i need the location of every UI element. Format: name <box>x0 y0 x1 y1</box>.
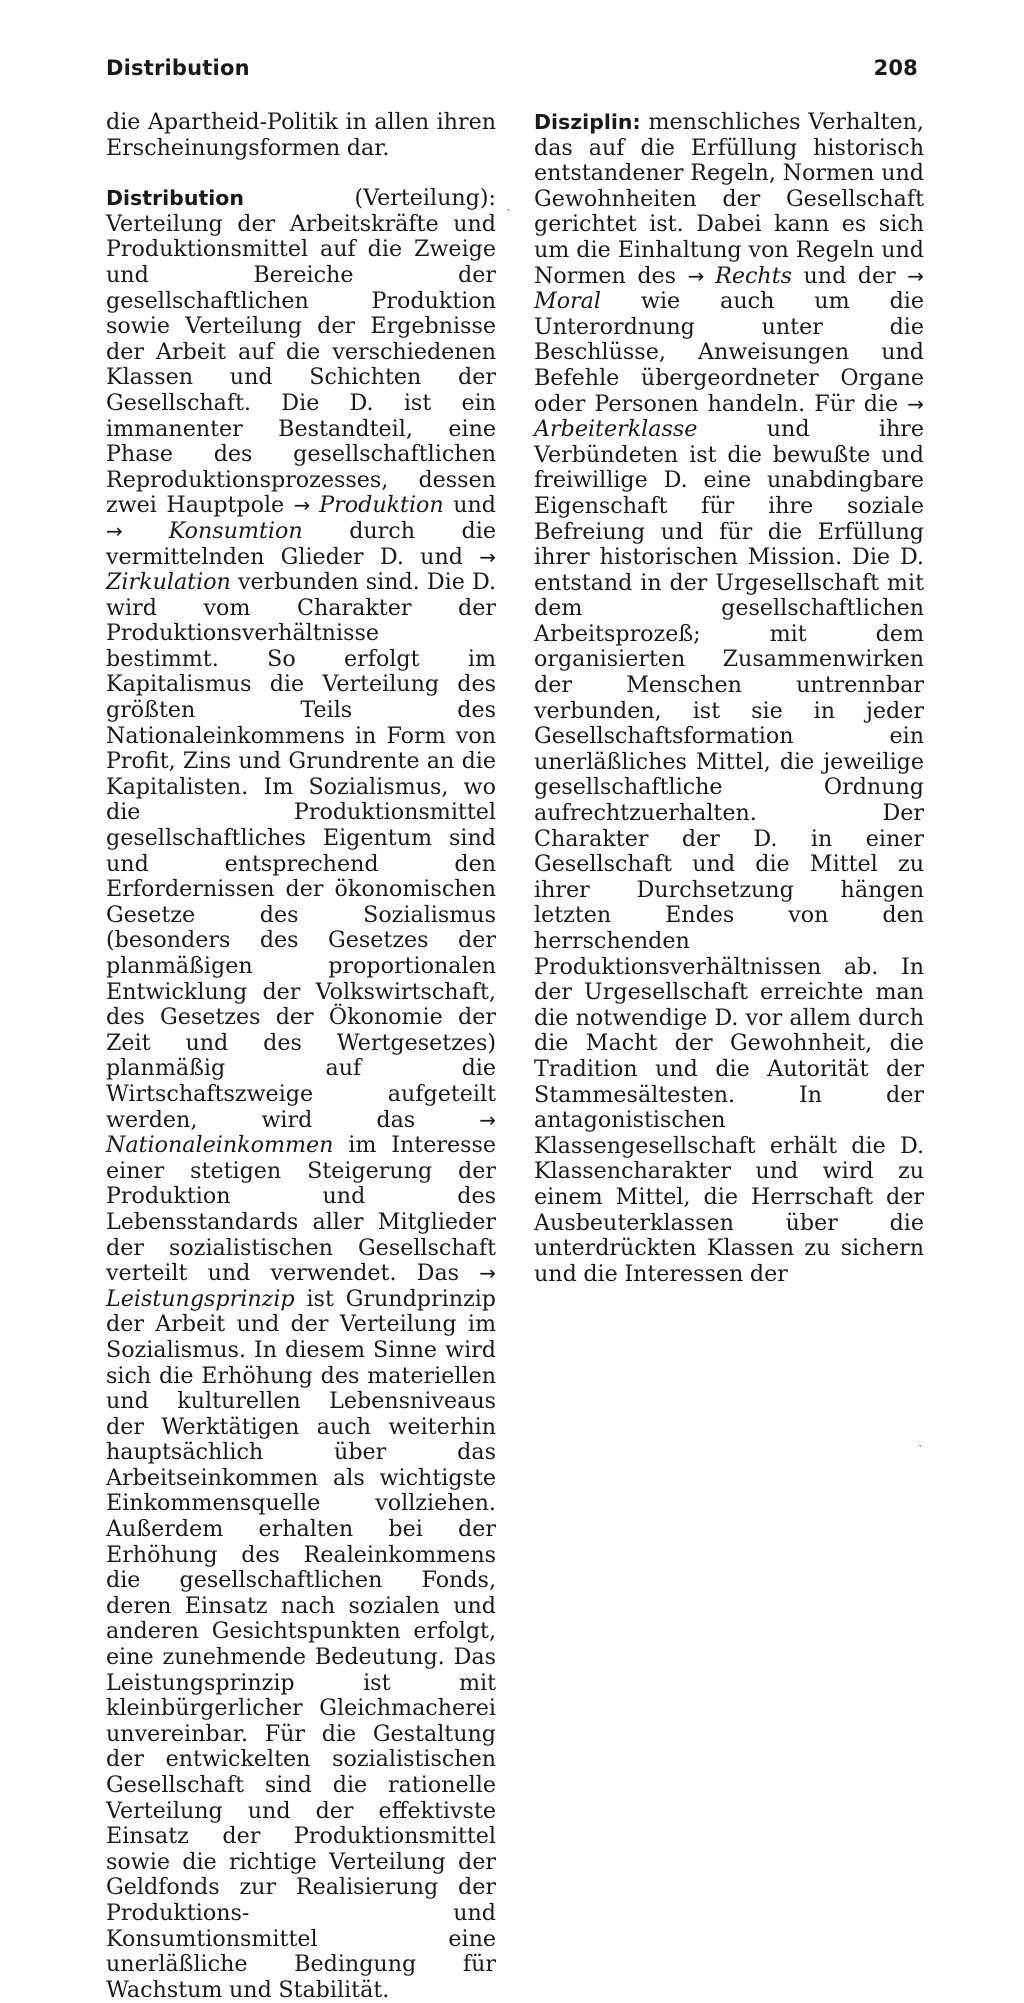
scan-speck-mark: ˎ <box>506 196 511 212</box>
cross-reference-produktion[interactable]: Produktion <box>319 492 444 519</box>
text-columns <box>106 110 924 2003</box>
cross-reference-arrow-icon: → <box>907 263 924 288</box>
entry-distribution: Distribution (Verteilung): Verteilung der Arbeitskräfte und Produktionsmittel auf die Zweige und Bereiche der gesellschaftlichen Produktion sowie Verteilung der Ergebnisse der Arbeit auf die verschiedenen Klassen und Schichten der Gesellschaft. Die D. ist ein immanenter Bestandteil, eine Phase des gesellschaftlichen Reproduktionsprozesses, dessen zwei Hauptpole → Produktion und → Konsumtion durch die vermittelnden Glieder D. und → Zirkulation verbunden sind. Die D. wird vom Charakter der Produktionsverhältnisse bestimmt. So erfolgt im Kapitalismus die Verteilung des größten Teils des Nationaleinkommens in Form von Profit, Zins und Grundrente an die Kapitalisten. Im Sozialismus, wo die Produktionsmittel gesellschaftliches Eigentum sind und entsprechend den Erfordernissen der ökonomischen Gesetze des Sozialismus (besonders des Gesetzes der planmäßigen proportionalen Entwicklung der Volkswirtschaft, des Gesetzes der Ökonomie der Zeit und des Wertgesetzes) planmäßig auf die Wirtschaftszweige aufgeteilt werden, wird das → Nationaleinkommen im Interesse einer stetigen Steigerung der Produktion und des Lebensstandards aller Mitglieder der sozialistischen Gesellschaft verteilt und verwendet. Das → Leistungsprinzip ist Grundprinzip der Arbeit und der Verteilung im Sozialismus. In diesem Sinne wird sich die Erhöhung des materiellen und kulturellen Lebensniveaus der Werktätigen auch weiterhin hauptsächlich über das Arbeitseinkommen als wichtigste Einkommensquelle vollziehen. Außerdem erhalten bei der Erhöhung des Realeinkommens die gesellschaftlichen Fonds, deren Einsatz nach sozialen und anderen Gesichtspunkten erfolgt, eine zunehmende Bedeutung. Das Leistungsprinzip ist mit kleinbürgerlicher Gleichmacherei unvereinbar. Für die Gestaltung der entwickelten sozialistischen Gesellschaft sind die rationelle Verteilung und der effektivste Einsatz der Produktionsmittel sowie die richtige Verteilung der Geldfonds zur Realisierung der Produktions- und Konsumtionsmittel eine unerläßliche Bedingung für Wachstum und Stabilität. <box>106 185 496 2003</box>
cross-reference-arrow-icon: → <box>687 263 716 288</box>
right-column <box>534 110 924 2003</box>
running-title: Distribution <box>106 56 250 80</box>
cross-reference-zirkulation[interactable]: Zirkulation <box>106 569 231 596</box>
cross-reference-rechts[interactable]: Rechts <box>715 262 792 289</box>
entry-disziplin: Disziplin: menschliches Verhalten, das auf die Erfüllung historisch entstandener Regeln, Normen und Gewohnheiten der Gesellschaft gerichtet ist. Dabei kann es sich um die Einhaltung von Regeln und Normen des → Rechts und der → Moral wie auch um die Unterordnung unter die Beschlüsse, Anweisungen und Befehle übergeordneter Organe oder Personen handeln. Für die → Arbeiterklasse und ihre Verbündeten ist die bewußte und freiwillige D. eine unabdingbare Eigenschaft für ihre soziale Befreiung und für die Erfüllung ihrer historischen Mission. Die D. entstand in der Urgesellschaft mit dem gesellschaftlichen Arbeitsprozeß; mit dem organisierten Zusammenwirken der Menschen untrennbar verbunden, ist sie in jeder Gesellschaftsformation ein unerläßliches Mittel, die jeweilige gesellschaftliche Ordnung aufrechtzuerhalten. Der Charakter der D. in einer Gesellschaft und die Mittel zu ihrer Durchsetzung hängen letzten Endes von den herrschenden Produktionsverhältnissen ab. In der Urgesellschaft erreichte man die notwendige D. vor allem durch die Macht der Gewohnheit, die Tradition und die Autorität der Stammesältesten. In der antagonistischen Klassengesellschaft erhält die D. Klassencharakter und wird zu einem Mittel, die Herrschaft der Ausbeuterklassen über die unterdrückten Klassen zu sichern und die Interessen der <box>534 109 924 1287</box>
entry-term-disziplin: Disziplin: <box>534 110 641 134</box>
cross-reference-arrow-icon: → <box>479 544 496 569</box>
cross-reference-arrow-icon: → <box>479 1261 496 1286</box>
cross-reference-arrow-icon: → <box>106 518 169 543</box>
left-column <box>106 110 496 2003</box>
cross-reference-nationaleinkommen[interactable]: Nationaleinkommen <box>106 1132 334 1159</box>
page-number: 208 <box>873 56 918 80</box>
cross-reference-arrow-icon: → <box>479 1107 496 1132</box>
cross-reference-moral[interactable]: Moral <box>534 288 602 315</box>
cross-reference-arrow-icon: → <box>293 493 320 518</box>
cross-reference-arrow-icon: → <box>907 391 924 416</box>
cross-reference-konsumtion[interactable]: Konsumtion <box>168 517 303 544</box>
cross-reference-arbeiterklasse[interactable]: Arbeiterklasse <box>534 416 698 443</box>
scan-speck-mark: ˏ <box>918 1432 923 1448</box>
intro-fragment: die Apartheid-Politik in allen ihren Erscheinungsformen dar. <box>106 109 496 161</box>
page-header <box>106 56 918 80</box>
cross-reference-leistungsprinzip[interactable]: Leistungsprinzip <box>106 1285 295 1312</box>
entry-term-distribution: Distribution <box>106 186 244 211</box>
